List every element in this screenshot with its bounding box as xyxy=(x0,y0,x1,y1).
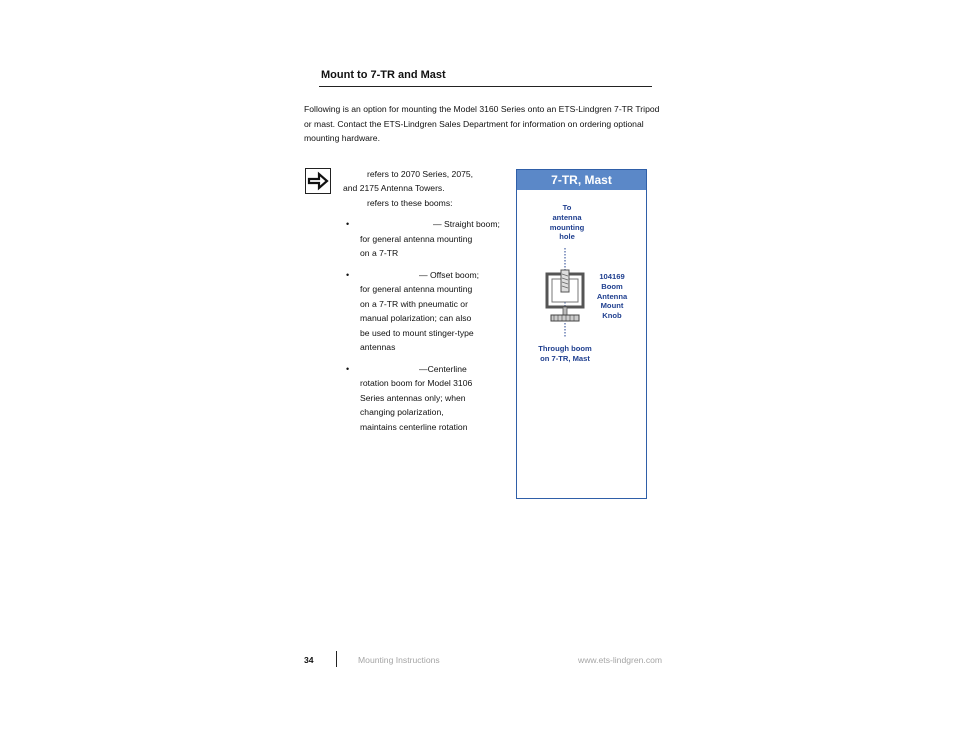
label-knob-line: Antenna xyxy=(596,291,628,301)
diagram-header: 7-TR, Mast xyxy=(517,170,646,190)
boom-item-3-line-5: maintains centerline rotation xyxy=(360,422,468,432)
section-title: Mount to 7-TR and Mast xyxy=(321,69,446,81)
label-knob-line: Boom xyxy=(601,281,623,291)
label-bottom-line: Through boom xyxy=(538,344,592,353)
note-line-1: refers to 2070 Series, 2075, xyxy=(367,169,474,179)
bullet-marker: • xyxy=(346,270,350,280)
boom-item-3-line-3: Series antennas only; when xyxy=(360,393,466,403)
label-top-line: To xyxy=(562,203,572,212)
note-line-2: and 2175 Antenna Towers. xyxy=(343,183,445,193)
label-knob-line: Knob xyxy=(602,311,622,321)
boom-item-2-line-6: antennas xyxy=(360,342,396,352)
page-number: 34 xyxy=(304,655,314,665)
boom-item-1-line-2: for general antenna mounting xyxy=(360,234,473,244)
footer-divider xyxy=(336,651,337,667)
mount-diagram-panel xyxy=(516,169,647,499)
boom-item-2-line-3: on a 7-TR with pneumatic or xyxy=(360,299,468,309)
label-top-line: hole xyxy=(559,232,575,242)
intro-paragraph: Following is an option for mounting the Model 3160 Series onto an ETS-Lindgren 7-TR Tripod or mast. Contact the ETS-Lindgren Sales Department for information on ordering optional mounting hardware. xyxy=(304,104,660,144)
label-top-line: mounting xyxy=(549,222,585,232)
label-top-line: antenna xyxy=(552,212,582,222)
boom-mount-drawing xyxy=(517,170,646,498)
label-knob-line: Mount xyxy=(600,301,624,311)
boom-item-2-line-4: manual polarization; can also xyxy=(360,313,472,323)
label-knob-line: 104169 xyxy=(599,272,625,281)
label-bottom-line: on 7-TR, Mast xyxy=(540,353,590,363)
boom-item-1-line-3: on a 7-TR xyxy=(360,248,399,258)
boom-item-1-line-1: — Straight boom; xyxy=(433,219,500,229)
boom-item-3-line-2: rotation boom for Model 3106 xyxy=(360,378,473,388)
boom-item-3-line-4: changing polarization, xyxy=(360,407,444,417)
boom-item-2-line-1: — Offset boom; xyxy=(419,270,480,280)
arrow-right-icon xyxy=(305,168,331,194)
bullet-marker: • xyxy=(346,364,350,374)
title-underline xyxy=(319,86,652,87)
footer-section: Mounting Instructions xyxy=(358,655,440,665)
boom-item-2-line-2: for general antenna mounting xyxy=(360,284,473,294)
boom-item-3-line-1: —Centerline xyxy=(419,364,467,374)
boom-item-2-line-5: be used to mount stinger-type xyxy=(360,328,474,338)
note-line-3: refers to these booms: xyxy=(367,198,453,208)
bullet-marker: • xyxy=(346,219,350,229)
footer-website: www.ets-lindgren.com xyxy=(578,655,663,665)
